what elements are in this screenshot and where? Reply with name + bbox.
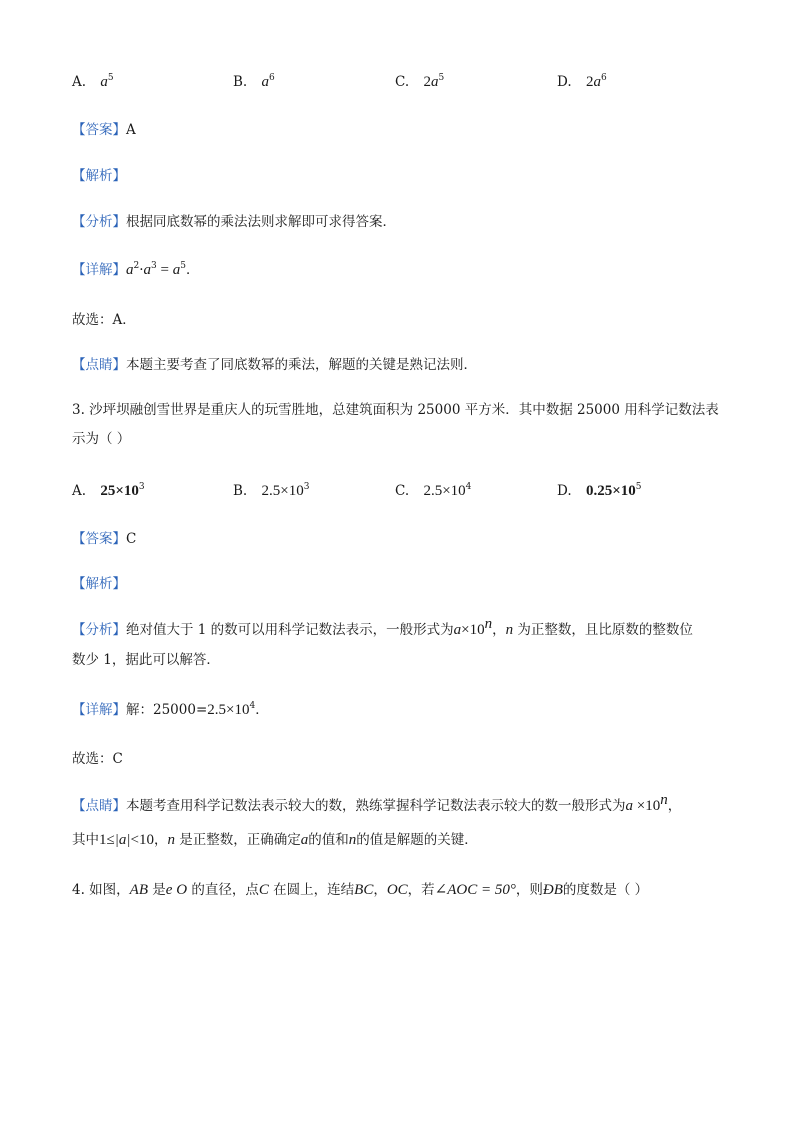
option-coefficient: 2 [423, 74, 431, 90]
math-value: 2.5×10 [207, 702, 250, 718]
option-exponent: 3 [138, 482, 145, 492]
math-exponent: n [484, 616, 493, 632]
option-letter: C. [395, 74, 410, 90]
q2-detail [72, 260, 199, 280]
stem-text: 的直径，点 [187, 882, 259, 898]
comment-text: ， [153, 832, 168, 848]
math-expr: <10 [130, 832, 154, 848]
comment-text: 本题主要考查了同底数幂的乘法，解题的关键是熟记法则． [126, 357, 477, 373]
choose-text: 故选：A． [72, 312, 136, 328]
q2-comment [72, 355, 477, 375]
q2-option-a [72, 72, 114, 92]
stem-text: 4. 如图， [72, 882, 130, 898]
comment-text: ， [667, 798, 682, 814]
detail-text: 解：25000= [126, 702, 208, 718]
q3-fenxi-line2 [72, 650, 220, 670]
math-var: a [143, 262, 152, 278]
answer-tag: 【答案】 [72, 531, 126, 547]
option-coefficient: 2.5 [423, 483, 443, 499]
detail-tag: 【详解】 [72, 702, 126, 718]
q3-option-a [72, 481, 145, 501]
stem-text: 在圆上，连结 [268, 882, 355, 898]
math-var: a [300, 832, 309, 848]
answer-tag: 【答案】 [72, 122, 126, 138]
option-exponent: 3 [303, 482, 310, 492]
stem-text: ，若 [407, 882, 435, 898]
comment-text: 的值和 [308, 832, 349, 848]
q3-stem-line1 [72, 400, 719, 420]
option-letter: A. [72, 74, 87, 90]
option-base: a [593, 74, 601, 90]
q3-option-b [233, 481, 309, 501]
fenxi-text: 为正整数，且比原数的整数位 [513, 622, 693, 638]
math-var: n [348, 832, 357, 848]
math-var: a [126, 262, 134, 278]
q2-fenxi [72, 212, 396, 232]
q2-answer [72, 120, 136, 140]
math-var: e O [165, 882, 188, 898]
math-exponent: 3 [151, 261, 157, 271]
math-exponent: n [660, 792, 668, 808]
math-end: ． [185, 262, 200, 278]
option-coefficient: 0.25 [585, 483, 613, 499]
math-times: ×10 [633, 798, 661, 814]
math-dot: · [139, 262, 144, 278]
stem-text: ， [373, 882, 387, 898]
math-abs: |a| [114, 832, 131, 848]
q3-fenxi-line1 [72, 616, 693, 640]
option-times: ×10 [442, 483, 466, 499]
analysis-tag: 【解析】 [72, 168, 126, 184]
option-base: a [100, 74, 108, 90]
math-var: n [505, 622, 514, 638]
math-exponent: 5 [180, 261, 186, 271]
math-exponent: 2 [133, 261, 140, 271]
math-angle: ∠AOC = 50° [434, 882, 516, 898]
q3-stem-line2 [72, 429, 130, 449]
option-exponent: 6 [269, 73, 275, 83]
fenxi-tag: 【分析】 [72, 214, 126, 230]
option-letter: C. [395, 483, 410, 499]
q2-option-d [557, 72, 607, 92]
math-var: OC [386, 882, 408, 898]
math-var: a [625, 798, 633, 814]
q2-choose [72, 310, 136, 330]
comment-text: 是正整数，正确确定 [174, 832, 301, 848]
fenxi-text: ， [492, 622, 506, 638]
stem-text: 是 [148, 882, 166, 898]
fenxi-tag: 【分析】 [72, 622, 126, 638]
comment-tag: 【点睛】 [72, 798, 126, 814]
math-times: ×10 [461, 622, 485, 638]
math-var: C [258, 882, 269, 898]
comment-tag: 【点睛】 [72, 357, 126, 373]
option-letter: A. [72, 483, 87, 499]
q3-choose [72, 749, 123, 769]
fenxi-text: 根据同底数幂的乘法法则求解即可求得答案． [126, 214, 396, 230]
option-letter: B. [233, 74, 248, 90]
q2-option-c [395, 72, 444, 92]
option-exponent: 5 [438, 73, 445, 83]
comment-text: 其中 [72, 832, 99, 848]
option-times: ×10 [115, 483, 139, 499]
q3-answer [72, 529, 136, 549]
option-base: a [430, 74, 439, 90]
math-var: a [453, 622, 462, 638]
option-letter: D. [557, 483, 572, 499]
stem-text: 3. 沙坪坝融创雪世界是重庆人的玩雪胜地，总建筑面积为 25000 平方米．其中数据 25000 用科学记数法表 [72, 402, 719, 418]
math-var: a [172, 262, 181, 278]
answer-value: C [126, 531, 137, 547]
q3-comment-line1 [72, 792, 682, 816]
q2-option-b [233, 72, 275, 92]
option-exponent: 4 [465, 482, 472, 492]
option-exponent: 5 [635, 482, 642, 492]
option-times: ×10 [612, 483, 636, 499]
comment-text: 本题考查用科学记数法表示较大的数，熟练掌握科学记数法表示较大的数一般形式为 [126, 798, 626, 814]
q4-stem [72, 880, 648, 900]
option-times: ×10 [280, 483, 304, 499]
option-coefficient: 2 [585, 74, 594, 90]
math-expr: 1≤ [99, 832, 115, 848]
math-var: AB [129, 882, 148, 898]
q3-option-c [395, 481, 471, 501]
choose-text: 故选：C [72, 751, 123, 767]
math-var: BC [354, 882, 374, 898]
option-letter: B. [233, 483, 248, 499]
math-exponent: 4 [249, 701, 256, 711]
q2-analysis-heading [72, 166, 126, 186]
fenxi-text: 绝对值大于 1 的数可以用科学记数法表示，一般形式为 [126, 622, 454, 638]
option-exponent: 5 [107, 73, 114, 83]
option-coefficient: 2.5 [261, 483, 281, 499]
math-var: n [167, 832, 175, 848]
q3-option-d [557, 481, 641, 501]
option-letter: D. [557, 74, 572, 90]
stem-text: 示为（ ） [72, 431, 131, 447]
option-base: a [261, 74, 270, 90]
stem-text: 的度数是（ ） [562, 882, 649, 898]
stem-text: ，则 [515, 882, 543, 898]
analysis-tag: 【解析】 [72, 576, 126, 592]
math-var: ÐB [542, 882, 563, 898]
q3-analysis-heading [72, 574, 126, 594]
fenxi-text: 数少 1，据此可以解答． [72, 652, 220, 668]
detail-tag: 【详解】 [72, 262, 126, 278]
q3-comment-line2 [72, 830, 478, 850]
option-exponent: 6 [600, 73, 607, 83]
math-equals: = [156, 262, 173, 278]
answer-value: A [126, 122, 136, 138]
detail-end: ． [255, 702, 269, 718]
q3-detail [72, 700, 269, 720]
comment-text: 的值是解题的关键． [356, 832, 478, 848]
option-coefficient: 25 [100, 483, 116, 499]
